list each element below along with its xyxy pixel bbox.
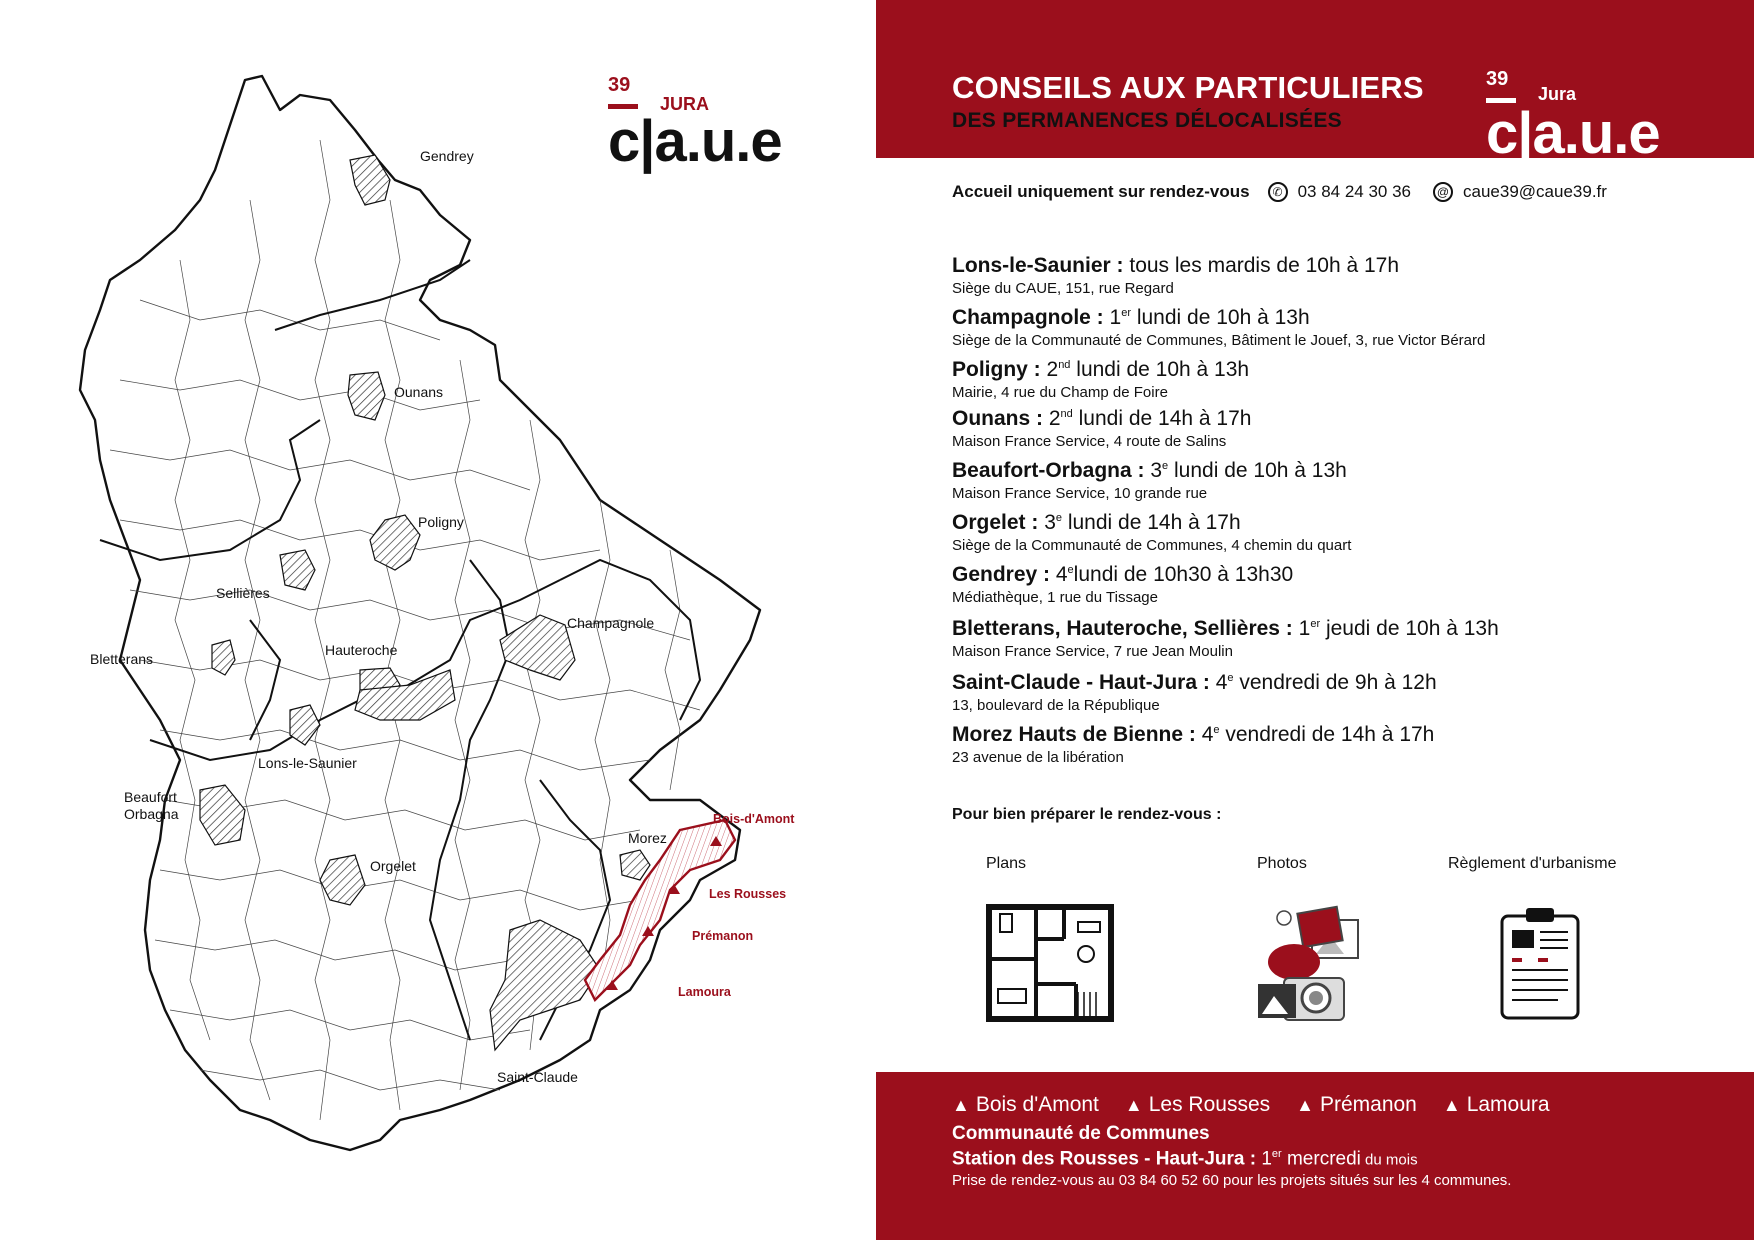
schedule-item: Saint-Claude - Haut-Jura : 4e vendredi de 9h à 12h 13, boulevard de la République [952, 665, 1732, 717]
schedule-item: Gendrey : 4elundi de 10h30 à 13h30 Médiathèque, 1 rue du Tissage [952, 557, 1732, 611]
schedule-place: Beaufort-Orbagna : [952, 459, 1145, 482]
schedule-place: Bletterans, Hauteroche, Sellières : [952, 617, 1293, 640]
schedule-place: Lons-le-Saunier : [952, 254, 1124, 277]
email-address: caue39@caue39.fr [1463, 182, 1607, 201]
prepare-label-plans: Plans [986, 855, 1027, 872]
schedule-item: Lons-le-Saunier : tous les mardis de 10h à 17h Siège du CAUE, 151, rue Regard [952, 248, 1732, 300]
map-label-bois-damont: Bois-d'Amont [713, 812, 795, 826]
footer-schedule: Station des Rousses - Haut-Jura : 1er mercredi du mois [952, 1148, 1418, 1170]
prepare-label-photos: Photos [1257, 855, 1307, 872]
footer-commune: ▲ Les Rousses [1125, 1093, 1270, 1117]
logo-number: 39 [1486, 68, 1509, 90]
header-band [876, 0, 1754, 166]
schedule-place: Gendrey : [952, 563, 1051, 586]
map-label-saint-claude: Saint-Claude [497, 1069, 578, 1085]
schedule-item: Ounans : 2nd lundi de 14h à 17h Maison France Service, 4 route de Salins [952, 401, 1732, 453]
footer-band [876, 1072, 1754, 1240]
footer-commune: ▲ Prémanon [1296, 1093, 1417, 1117]
schedule-place: Morez Hauts de Bienne : [952, 723, 1196, 746]
footer-cc-title: Communauté de Communes [952, 1123, 1210, 1144]
map-label-gendrey: Gendrey [420, 148, 474, 164]
schedule-place: Ounans : [952, 407, 1044, 430]
map-label-poligny: Poligny [418, 514, 464, 530]
schedule-address: Maison France Service, 10 grande rue [952, 485, 1208, 502]
schedule-place: Saint-Claude - Haut-Jura : [952, 671, 1210, 694]
map-label-orbagna: Orbagna [124, 806, 179, 822]
prepare-title: Pour bien préparer le rendez-vous : [952, 806, 1222, 823]
schedule-place: Champagnole : [952, 306, 1104, 329]
jura-map [0, 0, 876, 1240]
map-label-hauteroche: Hauteroche [325, 642, 398, 658]
logo-number: 39 [608, 74, 631, 96]
map-label-orgelet: Orgelet [370, 858, 416, 874]
schedule-address: 23 avenue de la libération [952, 749, 1124, 766]
map-label-sellieres: Sellières [216, 585, 270, 601]
map-label-lamoura: Lamoura [678, 985, 731, 999]
schedule-address: Siège de la Communauté de Communes, 4 chemin du quart [952, 537, 1352, 554]
schedule-address: Maison France Service, 7 rue Jean Moulin [952, 643, 1233, 660]
page-subtitle: DES PERMANENCES DÉLOCALISÉES [952, 109, 1342, 132]
phone-number: 03 84 24 30 36 [1297, 182, 1412, 201]
email-contact[interactable] [1433, 182, 1607, 202]
footer-communes [952, 1093, 1550, 1117]
footer-commune: ▲ Lamoura [1443, 1093, 1550, 1117]
footer-commune: ▲ Bois d'Amont [952, 1093, 1099, 1117]
map-label-beaufort: Beaufort [124, 789, 177, 805]
photos-icon [1254, 900, 1364, 1025]
schedule-item: Poligny : 2nd lundi de 10h à 13h Mairie, 4 rue du Champ de Foire [952, 352, 1732, 401]
schedule-list [952, 248, 1732, 769]
schedule-item: Beaufort-Orbagna : 3e lundi de 10h à 13h Maison France Service, 10 grande rue [952, 453, 1732, 505]
map-label-ounans: Ounans [394, 384, 444, 400]
schedule-address: 13, boulevard de la République [952, 697, 1160, 714]
schedule-address: Siège du CAUE, 151, rue Regard [952, 280, 1174, 297]
department-outline [80, 76, 760, 1150]
schedule-item: Orgelet : 3e lundi de 14h à 17h Siège de la Communauté de Communes, 4 chemin du quart [952, 505, 1732, 557]
logo-word: c|a.u.e [608, 109, 782, 174]
schedule-item: Morez Hauts de Bienne : 4e vendredi de 14h à 17h 23 avenue de la libération [952, 717, 1732, 769]
floor-plan-icon [986, 904, 1114, 1022]
phone-contact[interactable] [1268, 182, 1411, 202]
prepare-label-rules: Règlement d'urbanisme [1448, 855, 1617, 872]
schedule-place: Poligny : [952, 358, 1041, 381]
contact-line [952, 182, 1607, 202]
contact-intro: Accueil uniquement sur rendez-vous [952, 182, 1250, 201]
schedule-address: Médiathèque, 1 rue du Tissage [952, 589, 1158, 606]
page-title: CONSEILS AUX PARTICULIERS [952, 70, 1424, 105]
schedule-place: Orgelet : [952, 511, 1039, 534]
map-label-bletterans: Bletterans [90, 651, 154, 667]
map-label-les-rousses: Les Rousses [709, 887, 787, 901]
map-label-lons: Lons-le-Saunier [258, 755, 357, 771]
footer-appointment: Prise de rendez-vous au 03 84 60 52 60 pour les projets situés sur les 4 communes. [952, 1172, 1512, 1189]
schedule-address: Mairie, 4 rue du Champ de Foire [952, 384, 1168, 401]
phone-icon: ✆ [1268, 182, 1288, 202]
schedule-address: Siège de la Communauté de Communes, Bâtiment le Jouef, 3, rue Victor Bérard [952, 332, 1486, 349]
logo-word: c|a.u.e [1486, 101, 1660, 166]
schedule-item: Bletterans, Hauteroche, Sellières : 1er jeudi de 10h à 13h Maison France Service, 7 rue Jean Moulin [952, 611, 1732, 665]
email-icon: @ [1433, 182, 1453, 202]
clipboard-icon [1498, 902, 1582, 1022]
map-label-morez: Morez [628, 830, 667, 846]
schedule-address: Maison France Service, 4 route de Salins [952, 433, 1227, 450]
map-label-premanon: Prémanon [692, 929, 754, 943]
caue-logo-right [1486, 68, 1676, 166]
logo-dept: JURA [660, 94, 710, 114]
map-panel [0, 0, 876, 1240]
schedule-item: Champagnole : 1er lundi de 10h à 13h Siège de la Communauté de Communes, Bâtiment le Jouef, 3, rue Victor Bérard [952, 300, 1732, 352]
info-panel [876, 0, 1754, 1240]
map-label-champagnole: Champagnole [567, 615, 655, 631]
logo-dept: Jura [1538, 84, 1577, 104]
